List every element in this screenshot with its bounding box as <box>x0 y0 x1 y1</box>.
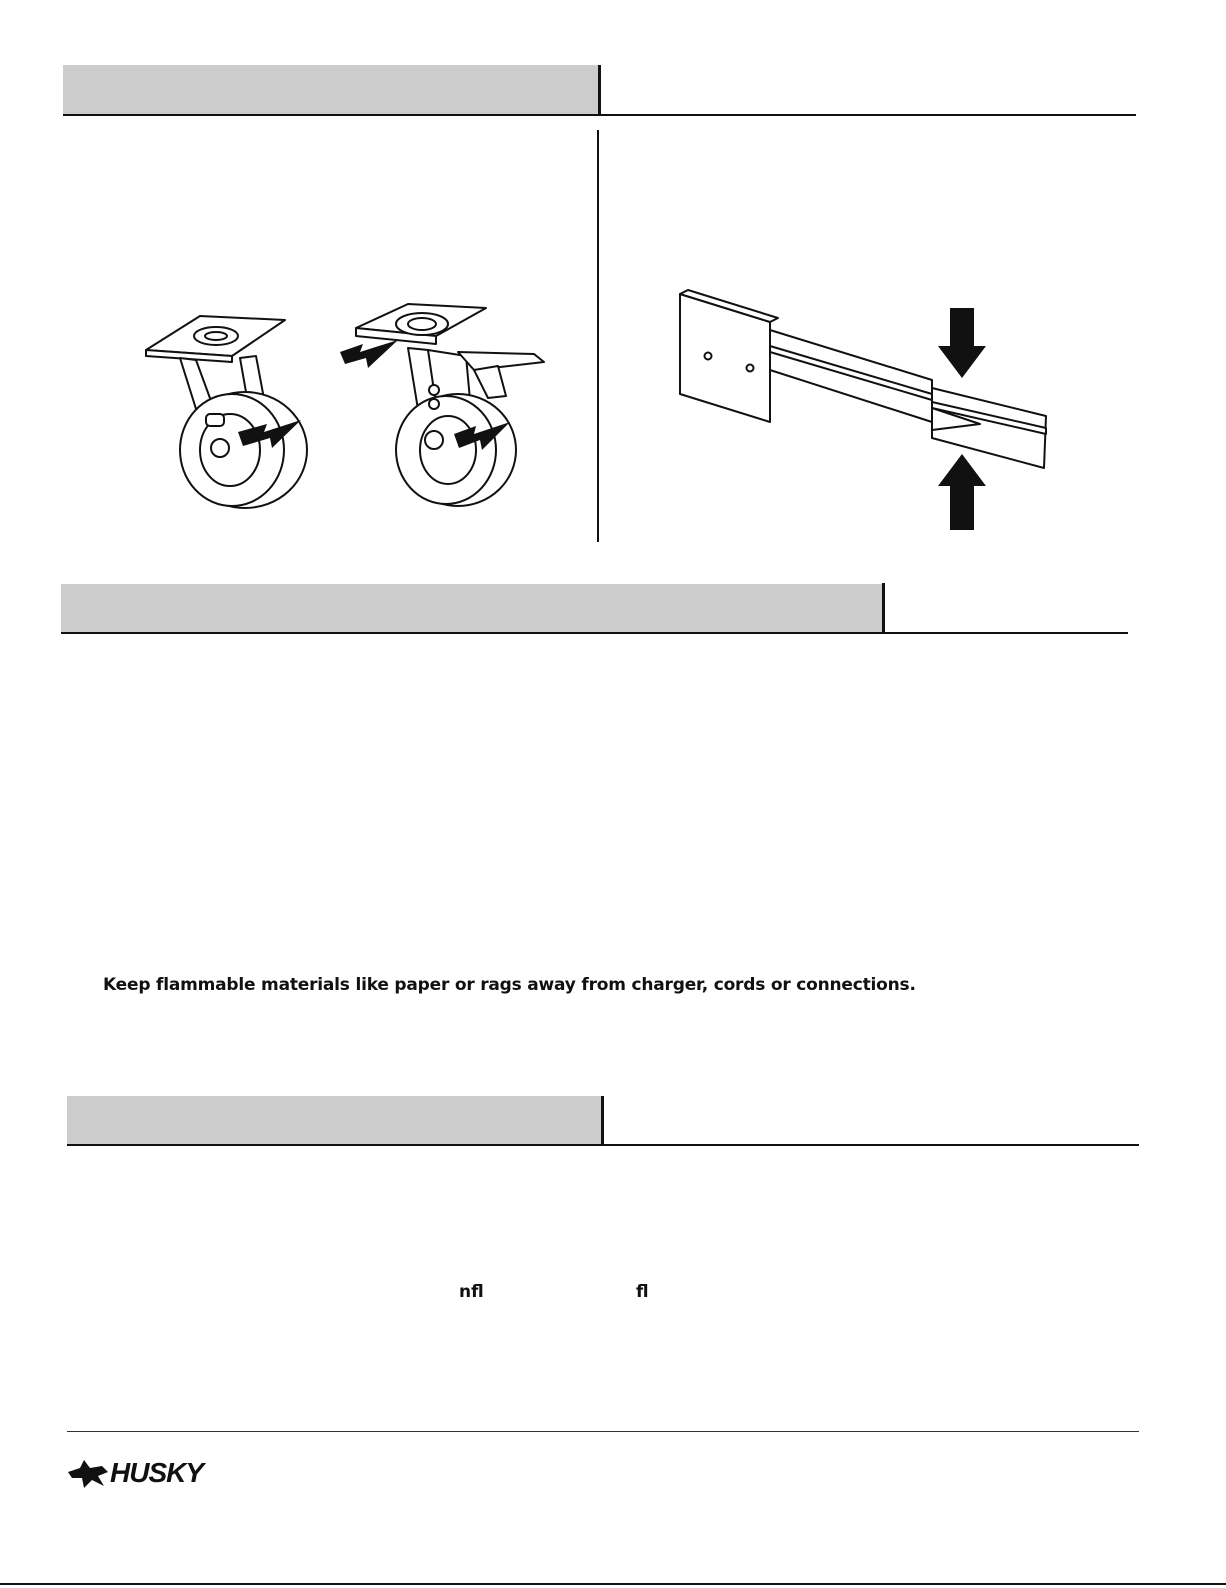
husky-dog-logo-icon <box>68 1458 112 1490</box>
section-header-bar-1 <box>63 65 599 115</box>
bottom-edge-rule <box>0 1583 1226 1585</box>
swivel-brake-caster-icon <box>338 300 553 510</box>
section-header-bar-3 <box>67 1096 602 1145</box>
drawer-slide-release-icon <box>670 290 1050 530</box>
maintenance-fragment-1: nfl <box>459 1282 484 1302</box>
section-header-rule-2 <box>61 632 1128 634</box>
section-header-rule-1 <box>63 114 1136 116</box>
section-header-bar-2 <box>61 584 883 633</box>
maintenance-fragment-2: fl <box>636 1282 649 1302</box>
husky-wordmark: HUSKY <box>110 1457 204 1488</box>
husky-logo <box>68 1456 238 1492</box>
section-header-rule-3 <box>67 1144 1139 1146</box>
section-header-divider-3 <box>601 1096 604 1146</box>
column-divider <box>597 130 599 542</box>
section-header-divider-1 <box>598 65 601 116</box>
section-header-divider-2 <box>882 583 885 634</box>
rigid-caster-icon <box>140 310 320 510</box>
charging-caution-text: Keep flammable materials like paper or rags away from charger, cords or connections. <box>103 975 916 995</box>
footer-rule <box>67 1431 1139 1432</box>
